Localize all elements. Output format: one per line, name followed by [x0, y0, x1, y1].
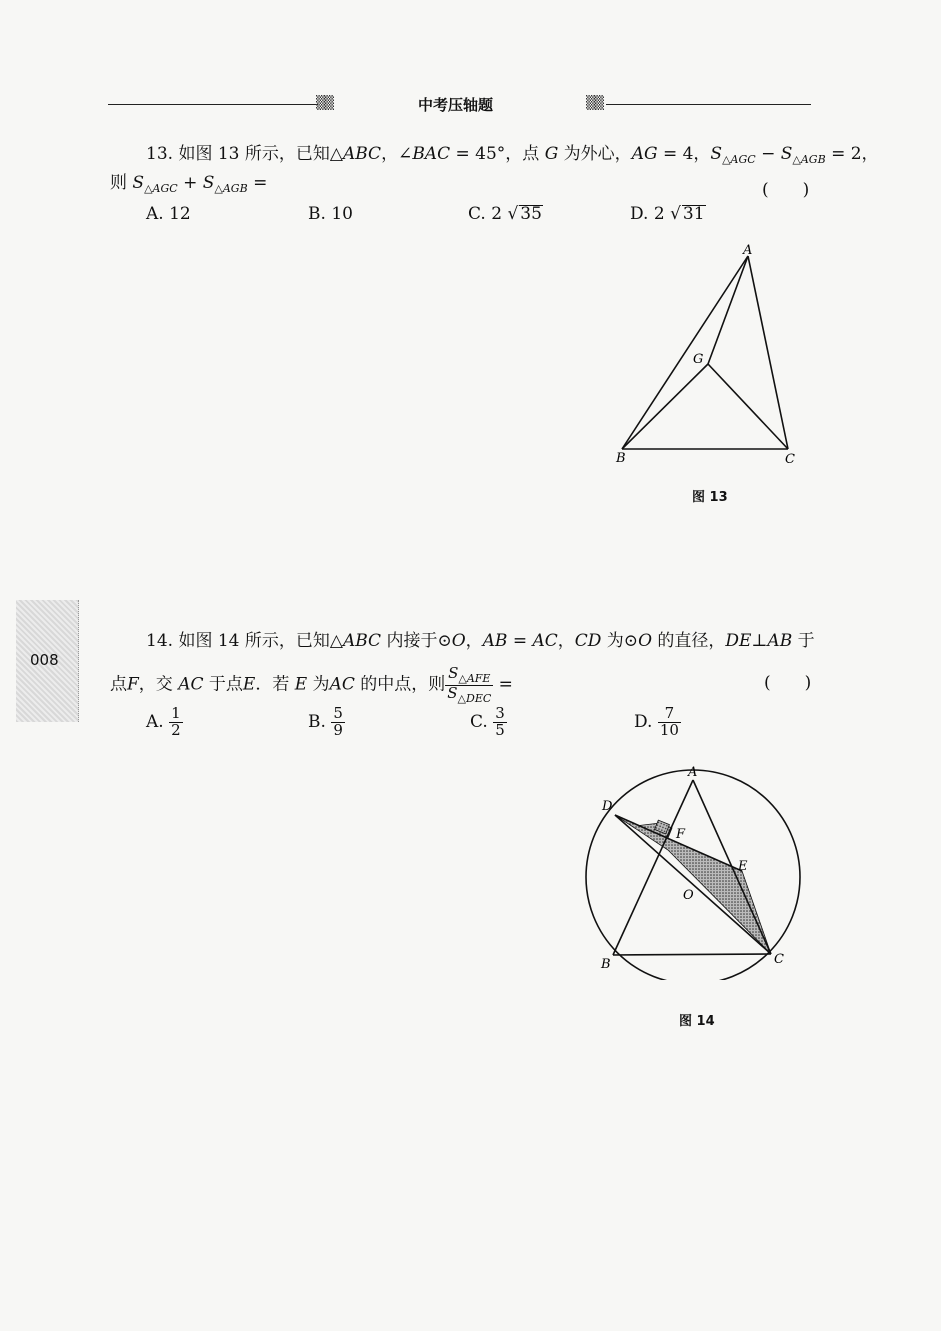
- fig13-label-g: G: [693, 352, 704, 367]
- q14-ab-ac: AB = AC: [482, 631, 558, 651]
- q14-text: ，交: [138, 674, 179, 695]
- header-ornament-right: ▒▒: [586, 96, 602, 111]
- q13-option-a-value: 12: [169, 204, 191, 224]
- fig13-label-c: C: [785, 452, 795, 467]
- q14-f: F: [127, 674, 139, 695]
- q13-s3: S: [132, 173, 145, 193]
- q14-answer-blank[interactable]: ( ): [764, 673, 812, 693]
- fig14-label-f: F: [676, 827, 686, 842]
- q14-line2: [110, 666, 513, 704]
- q14-text: 于: [792, 631, 815, 651]
- q13-option-b-label: B.: [308, 204, 326, 224]
- q14-text: 的直径，: [652, 631, 726, 651]
- q14-text: ，: [557, 631, 575, 651]
- fig14-label-a: A: [688, 765, 698, 780]
- q13-option-a-label: A.: [146, 204, 164, 224]
- fig13-bg: [622, 364, 708, 449]
- q14-ac: AC: [329, 674, 355, 695]
- q13-text: ，∠: [381, 144, 413, 164]
- header-ornament-left: ▒▒: [316, 96, 332, 111]
- q14-text: ．若: [255, 674, 295, 695]
- q14-text: ，: [465, 631, 483, 651]
- page-number: 008: [30, 651, 59, 669]
- figure-13: [600, 236, 820, 476]
- fig13-cg: [708, 364, 788, 449]
- q13-option-d-radicand: 31: [682, 204, 705, 224]
- q14-option-b-num: 5: [333, 704, 343, 722]
- q13-plus: +: [177, 173, 203, 193]
- fig13-ab: [622, 256, 748, 449]
- q13-text: = 2，: [825, 144, 879, 164]
- q14-de-ab: DE⊥AB: [725, 631, 793, 651]
- q13-option-c-label: C.: [468, 204, 486, 224]
- q14-option-b-den: 9: [333, 720, 343, 739]
- figure-13-caption: 图 13: [692, 490, 728, 505]
- q14-text: 于点: [203, 674, 243, 695]
- q14-option-b[interactable]: [308, 706, 345, 739]
- fig13-label-a: A: [743, 243, 753, 258]
- q13-text: 为外心，: [558, 144, 632, 164]
- q13-option-c[interactable]: C. 2 √ 35: [468, 204, 542, 224]
- fig14-label-d: D: [602, 799, 613, 814]
- q13-option-b-value: 10: [331, 204, 353, 224]
- q14-e: E: [242, 674, 256, 695]
- q13-bac: BAC: [412, 144, 451, 164]
- q14-number: 14.: [146, 631, 174, 651]
- q13-text: 则: [110, 173, 133, 193]
- q14-frac-den: S: [447, 683, 458, 702]
- q14-text: 为⊙: [601, 631, 639, 651]
- q14-option-a-den: 2: [171, 720, 181, 739]
- q14-abc: ABC: [342, 631, 382, 651]
- q13-option-b[interactable]: [308, 204, 353, 224]
- q13-s4: S: [202, 173, 215, 193]
- q13-s2: S: [780, 144, 793, 164]
- q13-option-c-coef: 2: [491, 204, 503, 224]
- page-title: 中考压轴题: [418, 96, 494, 114]
- fig13-ac: [748, 256, 788, 449]
- fig14-dc: [615, 815, 771, 954]
- q14-line1: [146, 633, 815, 650]
- q14-ac: AC: [178, 674, 204, 695]
- q14-text: 为: [307, 674, 330, 695]
- q14-frac-den-sub: △DEC: [457, 691, 492, 705]
- q13-number: 13.: [146, 144, 174, 164]
- q13-answer-blank[interactable]: ( ): [762, 180, 810, 200]
- q14-e: E: [294, 674, 308, 695]
- header-rule-right: [606, 104, 811, 105]
- q14-option-b-label: B.: [308, 711, 326, 732]
- q13-g: G: [544, 144, 559, 164]
- q14-option-c[interactable]: [470, 706, 507, 739]
- fig13-ag: [708, 256, 748, 364]
- q13-text: 如图 13 所示，已知△: [178, 144, 343, 164]
- q13-line1: [146, 146, 879, 165]
- q14-frac-num-sub: △AFE: [458, 672, 491, 685]
- q13-s4-sub: △AGB: [214, 182, 248, 195]
- q13-line2: [110, 175, 267, 194]
- fig14-label-c: C: [774, 952, 784, 967]
- q13-s1: S: [710, 144, 723, 164]
- q13-option-d-label: D.: [630, 204, 649, 224]
- q14-text: 的中点，则: [354, 674, 446, 695]
- fig14-label-o: O: [683, 888, 694, 903]
- q14-o1: O: [451, 631, 466, 651]
- q14-option-c-den: 5: [495, 720, 505, 739]
- q14-option-c-label: C.: [470, 711, 488, 732]
- q14-option-d[interactable]: [634, 706, 681, 739]
- q13-text: = 45°，点: [450, 144, 545, 164]
- q13-s2-sub: △AGB: [792, 153, 826, 166]
- q14-option-c-num: 3: [495, 704, 505, 722]
- q13-ag: AG: [631, 144, 658, 164]
- fig13-label-b: B: [616, 451, 626, 466]
- q14-option-a-label: A.: [146, 711, 164, 732]
- q13-text: =: [247, 173, 268, 193]
- q13-abc: ABC: [342, 144, 382, 164]
- q14-option-d-den: 10: [659, 720, 679, 739]
- fig14-label-b: B: [601, 957, 611, 972]
- header-rule-left: [108, 104, 318, 105]
- q14-o2: O: [638, 631, 652, 651]
- q14-text: 内接于⊙: [381, 631, 452, 651]
- fig14-label-e: E: [738, 859, 748, 874]
- q14-option-a[interactable]: [146, 706, 183, 739]
- q13-minus: −: [755, 144, 781, 164]
- q13-s3-sub: △AGC: [144, 182, 178, 195]
- q14-cd: CD: [574, 631, 602, 651]
- q13-text: = 4，: [657, 144, 711, 164]
- fig14-bc: [613, 954, 771, 955]
- q13-option-d[interactable]: D. 2 √ 31: [630, 204, 705, 224]
- figure-14-caption: 图 14: [679, 1014, 715, 1029]
- q14-text: 点: [110, 674, 127, 695]
- q14-option-d-num: 7: [658, 706, 681, 723]
- fig14-ab: [613, 780, 693, 955]
- q13-option-c-radicand: 35: [520, 204, 542, 224]
- q13-option-d-coef: 2: [653, 204, 665, 224]
- figure-14: [575, 760, 815, 980]
- fig14-de: [615, 815, 742, 871]
- q14-text: =: [493, 674, 513, 695]
- q14-option-d-label: D.: [634, 711, 653, 732]
- q14-text: 如图 14 所示，已知△: [178, 631, 343, 651]
- q14-ratio-fraction: [445, 666, 493, 704]
- q13-option-a[interactable]: [146, 204, 191, 224]
- q13-s1-sub: △AGC: [722, 153, 756, 166]
- q14-option-a-num: 1: [171, 704, 181, 722]
- q14-frac-num: S: [448, 664, 459, 682]
